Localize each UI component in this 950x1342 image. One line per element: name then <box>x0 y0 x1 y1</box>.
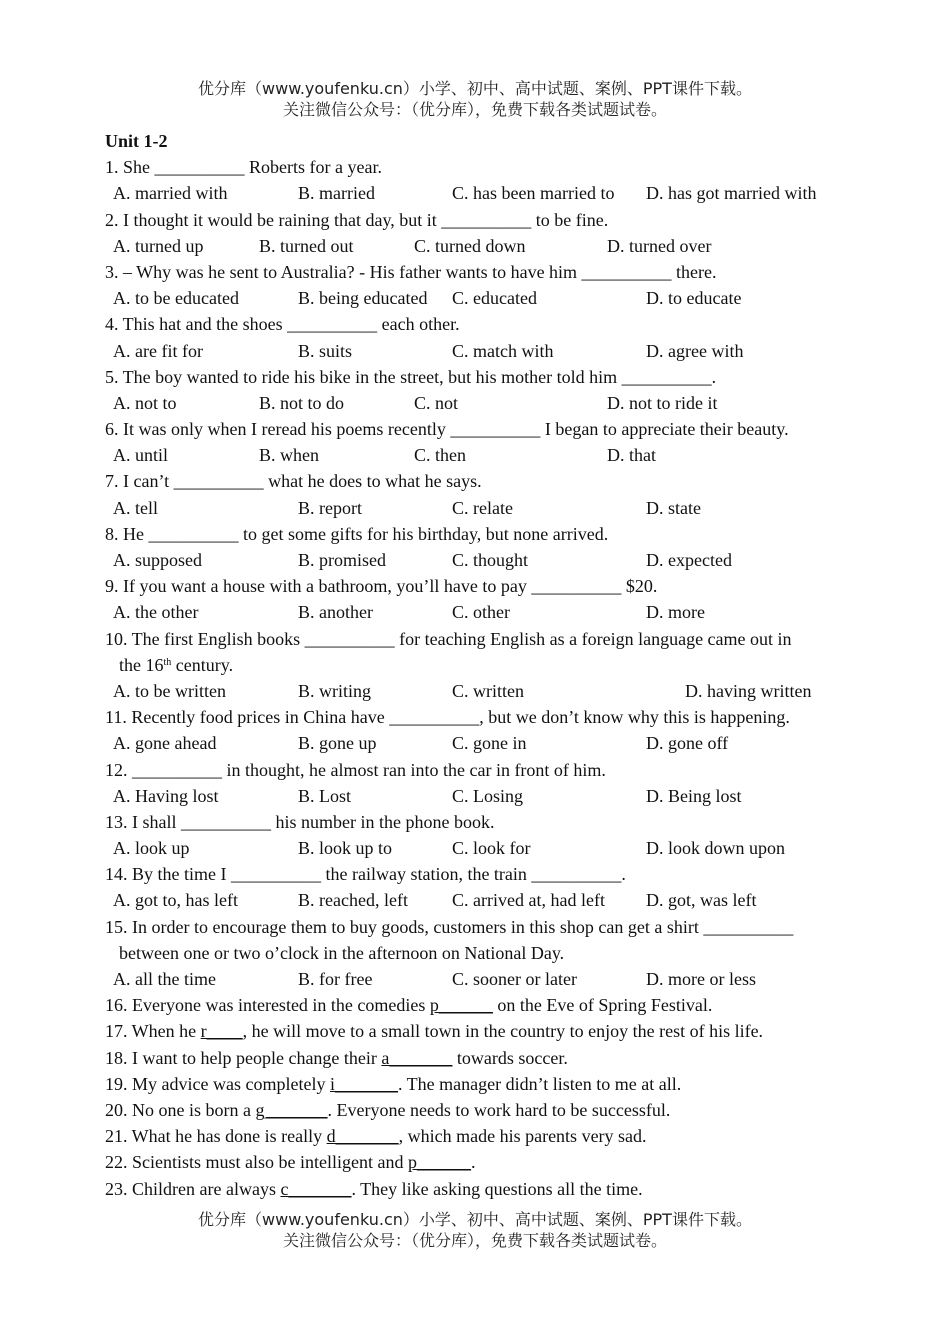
question-stem: 2. I thought it would be raining that day, but it __________ to be fine. <box>105 209 609 230</box>
fill-text: . The manager didn’t listen to me at all. <box>397 1073 682 1094</box>
option-c[interactable]: C. match with <box>452 340 554 361</box>
option-b[interactable]: B. report <box>298 497 362 518</box>
fill-text: , he will move to a small town in the country to enjoy the rest of his life. <box>242 1021 764 1042</box>
option-c[interactable]: C. educated <box>452 288 537 309</box>
question-block <box>105 861 865 913</box>
option-d[interactable]: D. expected <box>646 550 732 570</box>
fill-blank[interactable]: a_______ <box>381 1047 453 1068</box>
option-b[interactable]: B. turned out <box>259 235 354 256</box>
question-stem: 3. – Why was he sent to Australia? - His father wants to have him __________ there. <box>105 261 717 282</box>
fill-text: . Everyone needs to work hard to be successful. <box>327 1099 671 1120</box>
option-a[interactable]: A. until <box>113 445 169 466</box>
question-stem: 8. He __________ to get some gifts for his birthday, but none arrived. <box>105 523 609 544</box>
option-b[interactable]: B. being educated <box>298 288 428 309</box>
options-row <box>105 730 865 756</box>
fill-blank[interactable]: i_______ <box>329 1073 398 1094</box>
fill-in-item <box>105 1018 865 1044</box>
worksheet-content <box>105 128 865 1202</box>
option-d[interactable]: D. more <box>646 602 705 623</box>
option-c[interactable]: C. has been married to <box>452 183 615 204</box>
option-a[interactable]: A. turned up <box>113 235 204 256</box>
fill-text: . <box>470 1152 476 1173</box>
option-d[interactable]: D. has got married with <box>646 183 817 204</box>
options-row <box>105 495 865 521</box>
option-b[interactable]: B. reached, left <box>298 890 408 911</box>
option-c[interactable]: C. written <box>452 680 524 701</box>
fill-text: . They like asking questions all the time. <box>351 1178 643 1199</box>
option-c[interactable]: C. then <box>414 445 466 466</box>
question-block <box>105 573 865 625</box>
question-block <box>105 704 865 756</box>
question-block <box>105 364 865 416</box>
option-a[interactable]: A. married with <box>113 183 228 204</box>
option-b[interactable]: B. when <box>259 445 319 466</box>
options-row <box>105 180 865 206</box>
question-stem: 4. This hat and the shoes __________ each other. <box>105 314 460 335</box>
question-stem: 1. She __________ Roberts for a year. <box>105 157 382 178</box>
fill-text: 20. No one is born a <box>105 1099 256 1120</box>
question-stem: 5. The boy wanted to ride his bike in the street, but his mother told him __________. <box>105 366 717 387</box>
question-stem: 10. The first English books __________ for teaching English as a foreign language came out in <box>105 628 792 649</box>
fill-in-item <box>105 992 865 1018</box>
question-block <box>105 809 865 861</box>
options-row <box>105 966 865 992</box>
question-stem: 9. If you want a house with a bathroom, you’ll have to pay __________ $20. <box>105 576 658 597</box>
question-block <box>105 914 865 993</box>
option-a[interactable]: A. supposed <box>113 550 202 570</box>
option-a[interactable]: A. to be written <box>113 680 226 701</box>
option-d[interactable]: D. turned over <box>607 235 712 256</box>
fill-text: 21. What he has done is really <box>105 1126 327 1147</box>
option-d[interactable]: D. look down upon <box>646 838 785 859</box>
fill-text: on the Eve of Spring Festival. <box>492 995 713 1016</box>
option-b[interactable]: B. writing <box>298 680 372 701</box>
stem-text: the 16 <box>119 654 164 675</box>
fill-in-item <box>105 1097 865 1123</box>
option-b[interactable]: B. Lost <box>298 785 352 806</box>
fill-text: , which made his parents very sad. <box>398 1126 647 1147</box>
option-b[interactable]: B. for free <box>298 969 373 989</box>
option-c[interactable]: C. relate <box>452 497 513 518</box>
question-stem: 12. __________ in thought, he almost ran into the car in front of him. <box>105 759 606 780</box>
fill-blank[interactable]: d_______ <box>326 1126 399 1147</box>
fill-blank[interactable]: c_______ <box>280 1178 352 1199</box>
fill-in-item <box>105 1071 865 1097</box>
option-a[interactable]: A. the other <box>113 602 199 623</box>
option-a[interactable]: A. all the time <box>113 969 216 989</box>
option-a[interactable]: A. to be educated <box>113 288 239 309</box>
question-block <box>105 521 865 573</box>
question-stem: 6. It was only when I reread his poems recently __________ I began to appreciate their beauty. <box>105 419 789 440</box>
page-header <box>0 78 950 120</box>
fill-text: 19. My advice was completely <box>105 1073 330 1094</box>
option-b[interactable]: B. look up to <box>298 838 393 859</box>
question-block <box>105 207 865 259</box>
option-c[interactable]: C. look for <box>452 838 531 859</box>
question-block <box>105 259 865 311</box>
question-block <box>105 757 865 809</box>
option-c[interactable]: C. not <box>414 392 459 413</box>
options-row <box>105 835 865 861</box>
question-block <box>105 626 865 705</box>
fill-in-item <box>105 1176 865 1202</box>
fill-text: 18. I want to help people change their <box>105 1047 382 1068</box>
option-b[interactable]: B. suits <box>298 340 353 361</box>
option-d[interactable]: D. to educate <box>646 288 742 309</box>
option-d[interactable]: D. agree with <box>646 340 744 361</box>
multiple-choice-section <box>105 154 865 992</box>
header-line-2: 关注微信公众号：（优分库），免费下载各类试题试卷。 <box>282 100 667 119</box>
question-block <box>105 416 865 468</box>
option-d[interactable]: D. having written <box>685 680 812 701</box>
option-b[interactable]: B. not to do <box>259 392 345 413</box>
question-stem: 13. I shall __________ his number in the phone book. <box>105 811 495 832</box>
option-c[interactable]: C. other <box>452 602 510 623</box>
fill-text: 17. When he <box>105 1021 201 1042</box>
page-footer <box>0 1209 950 1251</box>
option-c[interactable]: C. Losing <box>452 785 524 806</box>
option-c[interactable]: C. turned down <box>414 235 526 256</box>
option-c[interactable]: C. thought <box>452 550 529 570</box>
options-row <box>105 442 865 468</box>
superscript: th <box>163 656 172 668</box>
question-stem: 11. Recently food prices in China have __________, but we don’t know why this is happening. <box>105 707 790 728</box>
option-b[interactable]: B. gone up <box>298 733 377 754</box>
unit-title: Unit 1-2 <box>105 131 168 151</box>
option-a[interactable]: A. tell <box>113 497 158 518</box>
options-row <box>105 678 865 704</box>
fill-text: towards soccer. <box>452 1047 568 1068</box>
option-c[interactable]: C. arrived at, had left <box>452 890 605 911</box>
option-d[interactable]: D. state <box>646 497 701 518</box>
option-d[interactable]: D. Being lost <box>646 785 742 806</box>
question-block <box>105 468 865 520</box>
question-block <box>105 311 865 363</box>
option-a[interactable]: A. gone ahead <box>113 733 217 754</box>
question-stem-continued <box>105 652 865 678</box>
footer-line-2: 关注微信公众号：（优分库），免费下载各类试题试卷。 <box>282 1231 667 1250</box>
option-b[interactable]: B. another <box>298 602 373 623</box>
options-row <box>105 285 865 311</box>
options-row <box>105 338 865 364</box>
header-line-1: 优分库（www.youfenku.cn）小学、初中、高中试题、案例、PPT课件下载。 <box>198 79 752 98</box>
question-stem: 7. I can’t __________ what he does to what he says. <box>105 471 482 492</box>
question-block <box>105 154 865 206</box>
footer-line-1: 优分库（www.youfenku.cn）小学、初中、高中试题、案例、PPT课件下载。 <box>198 1210 752 1229</box>
fill-blank[interactable]: r____ <box>200 1021 243 1042</box>
option-c[interactable]: C. sooner or later <box>452 969 577 989</box>
fill-text: 23. Children are always <box>105 1178 281 1199</box>
options-row <box>105 390 865 416</box>
fill-text: 16. Everyone was interested in the comedies <box>105 995 430 1016</box>
option-d[interactable]: D. that <box>607 445 656 466</box>
option-a[interactable]: A. look up <box>113 838 190 859</box>
fill-in-item <box>105 1045 865 1071</box>
option-d[interactable]: D. gone off <box>646 733 729 754</box>
option-a[interactable]: A. are fit for <box>113 340 203 361</box>
fill-text: 22. Scientists must also be intelligent and <box>105 1152 408 1173</box>
fill-in-item <box>105 1123 865 1149</box>
options-row <box>105 547 865 573</box>
options-row <box>105 783 865 809</box>
options-row <box>105 887 865 913</box>
fill-in-item <box>105 1149 865 1175</box>
option-a[interactable]: A. Having lost <box>113 785 219 806</box>
option-c[interactable]: C. gone in <box>452 733 527 754</box>
option-a[interactable]: A. got to, has left <box>113 890 238 911</box>
option-b[interactable]: B. promised <box>298 550 386 570</box>
fill-blank[interactable]: p______ <box>429 995 493 1016</box>
option-a[interactable]: A. not to <box>113 392 177 413</box>
question-stem: 14. By the time I __________ the railway station, the train __________. <box>105 864 626 885</box>
option-d[interactable]: D. got, was left <box>646 890 757 911</box>
option-b[interactable]: B. married <box>298 183 375 204</box>
fill-blank[interactable]: p______ <box>407 1152 471 1173</box>
question-stem-continued: between one or two o’clock in the afternoon on National Day. <box>119 942 565 963</box>
fill-blank[interactable]: g_______ <box>255 1099 328 1120</box>
option-d[interactable]: D. not to ride it <box>607 392 718 413</box>
options-row <box>105 599 865 625</box>
question-stem: 15. In order to encourage them to buy goods, customers in this shop can get a shirt __________ <box>105 916 794 937</box>
fill-in-section <box>105 992 865 1202</box>
option-d[interactable]: D. more or less <box>646 969 756 989</box>
stem-text: century. <box>171 654 234 675</box>
options-row <box>105 233 865 259</box>
